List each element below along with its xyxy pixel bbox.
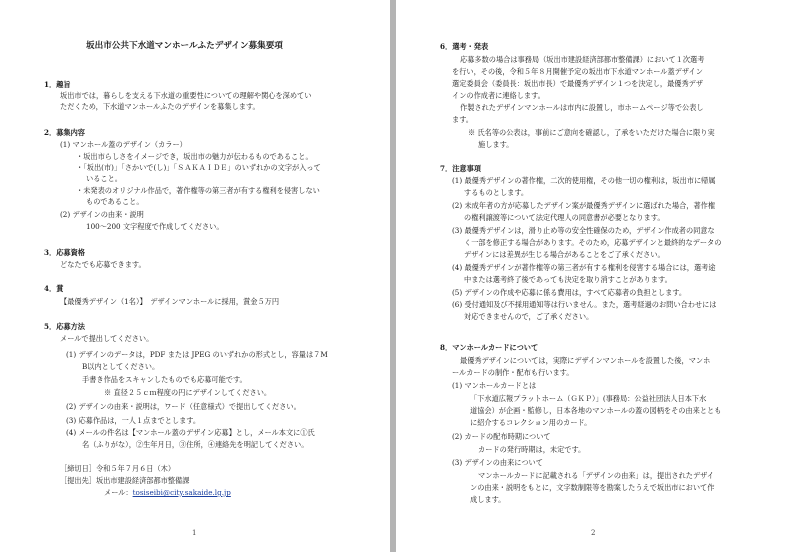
section-2-text: ・坂出市らしさをイメージでき，坂出市の魅力が伝わるものであること。 — [76, 152, 313, 161]
section-5-text: (3) 応募作品は，一人１点までとします。 — [66, 416, 201, 425]
section-8-text: 成します。 — [470, 495, 506, 504]
page-number: 1 — [192, 529, 197, 537]
page-number: 2 — [591, 529, 596, 537]
section-5-text: (4) メールの件名は【マンホール蓋のデザイン応募】とし，メール本文に①氏 — [66, 428, 315, 437]
section-1-heading: 1．趣旨 — [44, 80, 71, 89]
email-line — [104, 488, 231, 497]
section-1-text: 坂出市では，暮らしを支える下水道の重要性についての理解や関心を深めてい — [60, 91, 312, 100]
section-7-text: 対応できませんので，ご了承ください。 — [464, 312, 594, 321]
section-5-text: (1) デザインのデータは，PDF または JPEG のいずれかの形式とし，容量は７M — [66, 350, 328, 359]
section-2-text: ・「坂出(市)」「さかいで(し)」「ＳＡＫＡＩＤＥ」のいずれかの文字が入って — [76, 163, 321, 172]
section-6-heading: 6．選考・発表 — [440, 42, 489, 51]
section-3-heading: 3．応募資格 — [44, 248, 85, 257]
section-4-heading: 4．賞 — [44, 284, 64, 293]
section-8-text: (2) カードの配布時期について — [452, 432, 551, 441]
email-link[interactable]: tosiseibi@city.sakaide.lg.jp — [132, 488, 231, 497]
section-5-text: ※ 直径２５ｃｍ程度の円にデザインしてください。 — [104, 388, 272, 397]
section-7-text: く一部を修正する場合があります。そのため，応募デザインと最終的なデータの — [464, 238, 722, 247]
section-2-text: いること。 — [86, 174, 122, 183]
section-7-text: (6) 受付通知及び不採用通知等は行いません。また，選考経過のお問い合わせには — [452, 300, 717, 309]
section-8-text: に紹介するコレクション用のカード。 — [470, 418, 592, 427]
section-8-text: ールカードの制作・配布も行います。 — [452, 368, 574, 377]
section-8-text: 「下水道広報プラットホーム（ＧＫＰ）」(事務局：公益社団法人日本下水 — [470, 394, 707, 403]
section-5-text: (2) デザインの由来・説明は，ワード（任意様式）で提出してください。 — [66, 402, 301, 411]
section-2-text: ものであること。 — [86, 197, 144, 206]
section-1-text: ただくため，下水道マンホールふたのデザインを募集します。 — [60, 102, 260, 111]
section-7-text: (5) デザインの作成や応募に係る費用は，すべて応募者の負担とします。 — [452, 288, 687, 297]
section-2-text: (2) デザインの由来・説明 — [60, 210, 144, 219]
section-6-text: インの作成者に連絡します。 — [452, 91, 545, 100]
section-6-note: 施します。 — [478, 140, 514, 149]
section-8-text: カードの発行時期は，未定です。 — [478, 445, 586, 454]
section-4-text: 【最優秀デザイン（1名）】 デザインマンホールに採用，賞金５万円 — [60, 297, 280, 306]
section-6-text: 応募多数の場合は事務局（坂出市建設経済部都市整備課）において１次選考 — [460, 55, 705, 64]
document-title: 坂出市公共下水道マンホールふたデザイン募集要項 — [86, 41, 283, 51]
section-6-text: を行い，その後，令和５年８月開催予定の坂出市下水道マンホール蓋デザイン — [452, 67, 703, 76]
document-page-1 — [0, 0, 390, 552]
section-7-text: 中または選考終了後であっても決定を取り消すことがあります。 — [464, 275, 672, 284]
section-5-text: 名（ふりがな），②生年月日，③住所，④連絡先を明記してください。 — [82, 440, 309, 449]
section-7-text: するものとします。 — [464, 188, 529, 197]
section-7-text: (4) 最優秀デザインが著作権等の第三者が有する権利を侵害する場合には，選考途 — [452, 263, 716, 272]
section-3-text: どなたでも応募できます。 — [60, 260, 146, 269]
section-2-heading: 2．募集内容 — [44, 128, 85, 137]
section-5-heading: 5．応募方法 — [44, 322, 85, 331]
document-page-2 — [396, 0, 789, 552]
section-6-note: ※ 氏名等の公表は，事前にご意向を確認し，了承をいただけた場合に限り実 — [468, 128, 715, 137]
section-6-text: 作製されたデザインマンホールは市内に設置し，市ホームページ等で公表し — [460, 103, 704, 112]
email-label: メール： — [104, 488, 133, 497]
section-5-text: 手書き作品をスキャンしたものでも応募可能です。 — [82, 375, 247, 384]
section-8-text: 道協会）が企画・監修し，日本各地のマンホールの蓋の図柄をその由来ととも — [470, 406, 722, 415]
section-2-text: 100～200 文字程度で作成してください。 — [86, 222, 224, 231]
section-7-text: の権利譲渡等について法定代理人の同意書が必要となります。 — [464, 213, 665, 222]
section-7-text: (3) 最優秀デザインは，滑り止め等の安全性確保のため，デザイン作成者の同意な — [452, 226, 715, 235]
section-7-text: (2) 未成年者の方が応募したデザイン案が最優秀デザインに選ばれた場合，著作権 — [452, 201, 716, 210]
section-8-text: (3) デザインの由来について — [452, 458, 543, 467]
section-7-text: (1) 最優秀デザインの著作権，二次的使用権，その他一切の権利は，坂出市に帰属 — [452, 176, 716, 185]
section-2-text: ・未発表のオリジナル作品で，著作権等の第三者が有する権利を侵害しない — [76, 186, 320, 195]
section-7-heading: 7．注意事項 — [440, 164, 481, 173]
section-7-text: デザインには差異が生じる場合があることをご了承ください。 — [464, 250, 665, 259]
section-8-heading: 8．マンホールカードについて — [440, 343, 539, 352]
section-8-text: ンの由来・説明をもとに，文字数制限等を勘案したうえで坂出市において作 — [470, 483, 715, 492]
section-6-text: 選定委員会（委員長：坂出市長）で最優秀デザイン１つを決定し，最優秀デザ — [452, 79, 704, 88]
section-6-text: ます。 — [452, 115, 473, 124]
section-8-text: 最優秀デザインについては，実際にデザインマンホールを設置した後，マンホ — [460, 356, 711, 365]
deadline-text: ［締切日］令和５年７月６日（木） — [60, 464, 176, 473]
section-8-text: (1) マンホールカードとは — [452, 381, 537, 390]
section-8-text: マンホールカードに記載される「デザインの由来」は，提出されたデザイ — [478, 471, 715, 480]
section-5-text: メールで提出してください。 — [60, 334, 154, 343]
section-5-text: B以内としてください。 — [82, 362, 160, 371]
section-2-text: (1) マンホール蓋のデザイン（カラー） — [60, 140, 187, 149]
submission-text: ［提出先］坂出市建設経済部都市整備課 — [60, 476, 190, 485]
